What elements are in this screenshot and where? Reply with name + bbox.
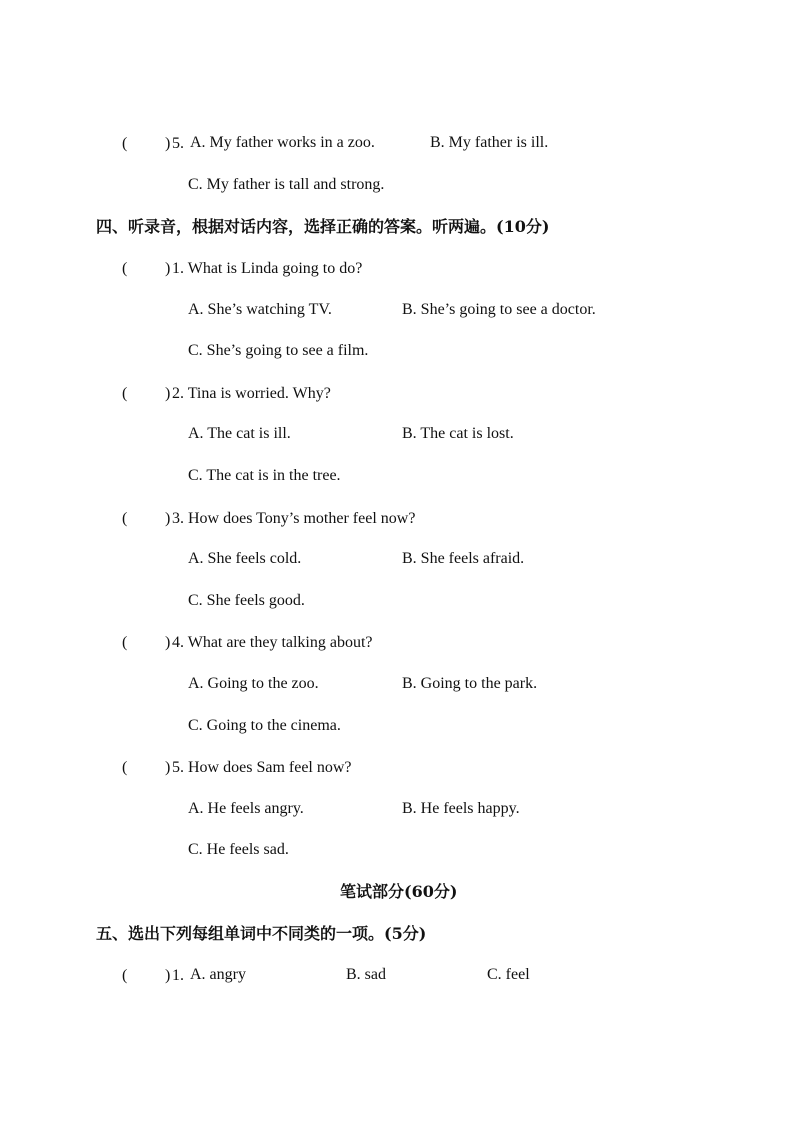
option-b: B. My father is ill. (430, 134, 549, 151)
question-stem: 5. How does Sam feel now? (172, 759, 352, 776)
answer-paren-close: ) (165, 759, 171, 776)
option-b: B. She’s going to see a doctor. (402, 301, 596, 318)
answer-paren-close: ) (165, 135, 171, 152)
answer-paren-open[interactable]: ( (122, 385, 128, 402)
option-b: B. sad (346, 966, 386, 983)
option-c: C. The cat is in the tree. (188, 467, 341, 484)
section4-heading: 四、听录音，根据对话内容，选择正确的答案。听两遍。(10分) (96, 217, 550, 236)
answer-paren-open[interactable]: ( (122, 967, 128, 984)
written-part-title: 笔试部分(60分) (340, 882, 458, 901)
option-a: A. She’s watching TV. (188, 301, 332, 318)
option-b: B. Going to the park. (402, 675, 538, 692)
question-number: 1. (172, 967, 184, 984)
answer-paren-close: ) (165, 510, 171, 527)
option-b: B. The cat is lost. (402, 425, 514, 442)
option-a: A. angry (190, 966, 246, 983)
answer-paren-close: ) (165, 634, 171, 651)
answer-paren-open[interactable]: ( (122, 634, 128, 651)
option-a: A. My father works in a zoo. (190, 134, 375, 151)
answer-paren-close: ) (165, 967, 171, 984)
question-stem: 4. What are they talking about? (172, 634, 373, 651)
option-c: C. feel (487, 966, 530, 983)
option-a: A. The cat is ill. (188, 425, 291, 442)
question-stem: 1. What is Linda going to do? (172, 260, 363, 277)
answer-paren-close: ) (165, 385, 171, 402)
option-b: B. She feels afraid. (402, 550, 525, 567)
option-c: C. She’s going to see a film. (188, 342, 369, 359)
option-c: C. He feels sad. (188, 841, 289, 858)
question-number: 5. (172, 135, 184, 152)
option-b: B. He feels happy. (402, 800, 520, 817)
answer-paren-open[interactable]: ( (122, 135, 128, 152)
option-c: C. Going to the cinema. (188, 717, 341, 734)
answer-paren-open[interactable]: ( (122, 759, 128, 776)
option-c: C. My father is tall and strong. (188, 176, 385, 193)
option-a: A. He feels angry. (188, 800, 304, 817)
answer-paren-open[interactable]: ( (122, 510, 128, 527)
option-a: A. She feels cold. (188, 550, 302, 567)
answer-paren-open[interactable]: ( (122, 260, 128, 277)
section5-heading: 五、选出下列每组单词中不同类的一项。(5分) (96, 924, 427, 943)
question-stem: 2. Tina is worried. Why? (172, 385, 331, 402)
answer-paren-close: ) (165, 260, 171, 277)
option-c: C. She feels good. (188, 592, 305, 609)
question-stem: 3. How does Tony’s mother feel now? (172, 510, 416, 527)
option-a: A. Going to the zoo. (188, 675, 319, 692)
